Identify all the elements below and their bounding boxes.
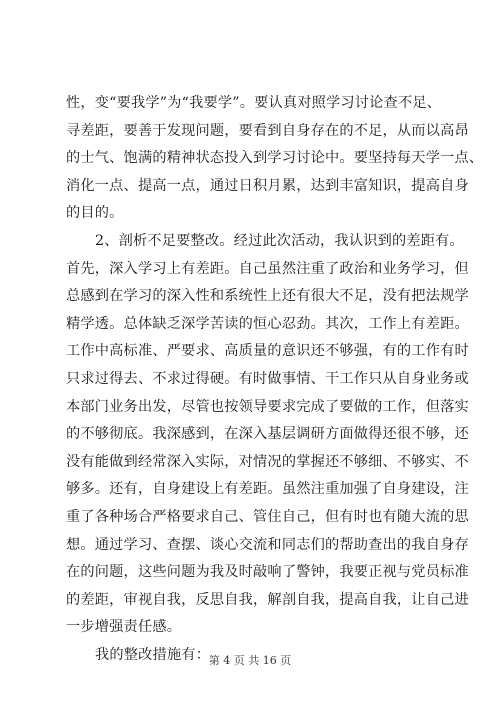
text-line: 想。通过学习、查摆、谈心交流和同志们的帮助查出的我自身存 (66, 536, 469, 553)
page-footer: 第 4 页 共 16 页 (208, 654, 292, 667)
paragraph-start-line: 2、剖析不足要整改。经过此次活动，我认识到的差距有。 (95, 232, 464, 249)
body-text (66, 90, 484, 669)
text-line: 的士气、饱满的精神状态投入到学习讨论中。要坚持每天学一点、 (66, 150, 484, 167)
text-line: 工作中高标准、严要求、高质量的意识还不够强，有的工作有时 (66, 343, 469, 360)
text-line: 性，变“要我学”为“我要学”。要认真对照学习讨论查不足、 (66, 95, 442, 111)
text-line: 的差距，审视自我，反思自我，解剖自我，提高自我，让自己进 (66, 591, 469, 608)
text-line: 只求过得去、不求过得硬。有时做事情、干工作只从自身业务或 (66, 370, 469, 387)
text-line: 没有能做到经常深入实际，对情况的掌握还不够细、不够实、不 (66, 453, 469, 470)
text-line: 寻差距，要善于发现问题，要看到自身存在的不足，从而以高昂 (66, 122, 469, 139)
text-line: 首先，深入学习上有差距。自己虽然注重了政治和业务学习，但 (66, 260, 469, 277)
text-line: 总感到在学习的深入性和系统性上还有很大不足，没有把法规学 (66, 288, 469, 305)
text-line: 的不够彻底。我深感到，在深入基层调研方面做得还很不够，还 (66, 426, 469, 443)
text-line: 消化一点、提高一点，通过日积月累，达到丰富知识，提高自身 (66, 177, 469, 194)
text-line: 的目的。 (66, 205, 124, 222)
text-line: 精学透。总体缺乏深学苦读的恒心忍劲。其次，工作上有差距。 (66, 315, 469, 332)
paragraph-start-line: 我的整改措施有： (95, 646, 211, 663)
text-line: 在的问题，这些问题为我及时敲响了警钟，我要正视与党员标准 (66, 564, 469, 581)
text-line: 一步增强责任感。 (66, 619, 182, 636)
text-line: 重了各种场合严格要求自己、管住自己，但有时也有随大流的思 (66, 508, 469, 525)
text-line: 够多。还有，自身建设上有差距。虽然注重加强了自身建设，注 (66, 481, 469, 498)
text-line: 本部门业务出发，尽管也按领导要求完成了要做的工作，但落实 (66, 398, 469, 415)
